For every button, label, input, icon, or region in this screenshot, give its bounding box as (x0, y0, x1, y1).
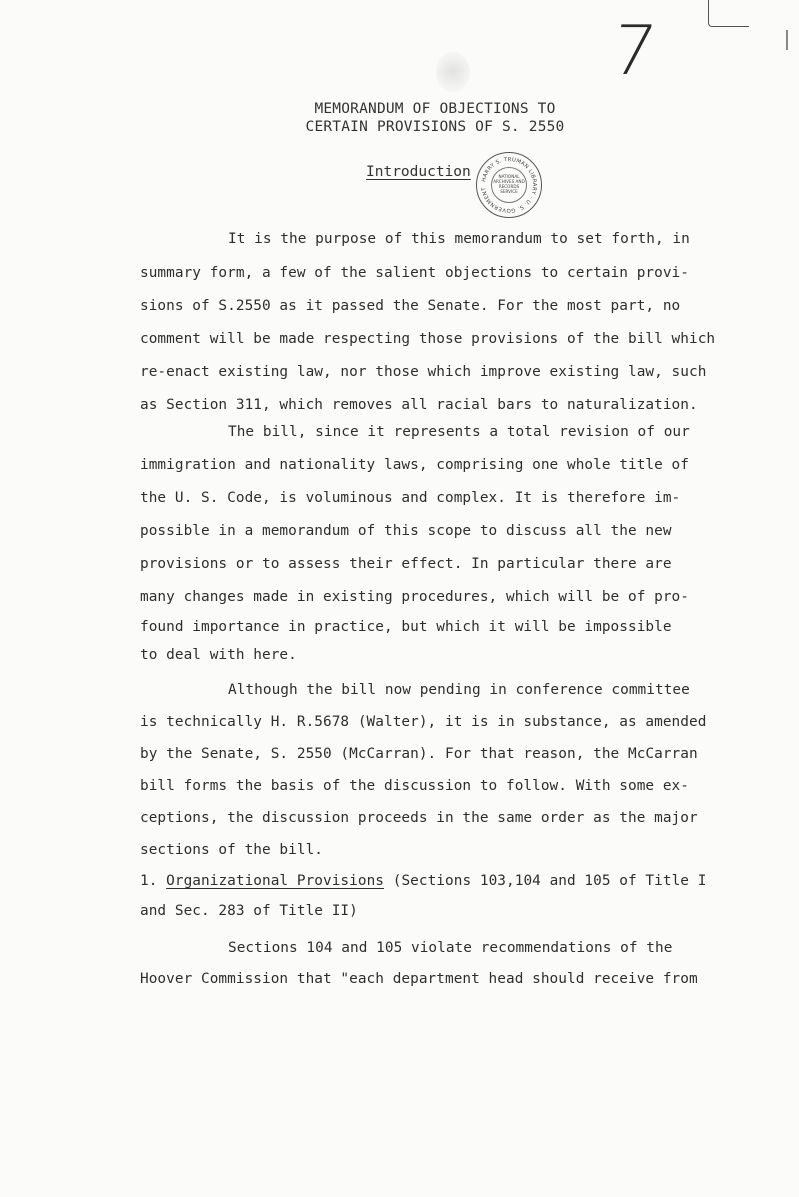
paragraph-1-line-1: It is the purpose of this memorandum to set forth, in (228, 231, 690, 247)
paragraph-3-line-6: sections of the bill. (140, 842, 323, 858)
section-heading-introduction: Introduction (366, 164, 471, 180)
paragraph-1-line-3: sions of S.2550 as it passed the Senate. For the most part, no (140, 298, 681, 314)
section-1-number: 1. (140, 873, 167, 889)
paragraph-1-line-4: comment will be made respecting those provisions of the bill which (140, 331, 716, 347)
paragraph-3-line-1: Although the bill now pending in conference committee (228, 682, 690, 698)
paragraph-2-line-3: the U. S. Code, is voluminous and complex. It is therefore im- (140, 490, 681, 506)
paragraph-2-line-4: possible in a memorandum of this scope to discuss all the new (140, 523, 672, 539)
paragraph-2-line-8: to deal with here. (140, 647, 297, 663)
paragraph-4-line-1: Sections 104 and 105 violate recommendations of the (228, 940, 673, 956)
paragraph-3-line-5: ceptions, the discussion proceeds in the same order as the major (140, 810, 698, 826)
section-1-heading (140, 873, 706, 889)
archive-stamp (476, 152, 542, 218)
stamp-ring-text: HARRY S. TRUMAN LIBRARY · U. S. GOVERNMENT (481, 156, 538, 214)
corner-pencil-mark (708, 0, 749, 27)
paragraph-2-line-5: provisions or to assess their effect. In particular there are (140, 556, 672, 572)
paragraph-2-line-6: many changes made in existing procedures, which will be of pro- (140, 589, 689, 605)
paragraph-3-line-2: is technically H. R.5678 (Walter), it is in substance, as amended (140, 714, 707, 730)
edge-mark (786, 30, 788, 50)
paragraph-2-line-7: found importance in practice, but which it will be impossible (140, 619, 672, 635)
paragraph-2-line-2: immigration and nationality laws, comprising one whole title of (140, 457, 689, 473)
paragraph-1-line-5: re-enact existing law, nor those which improve existing law, such (140, 364, 707, 380)
section-1-title: Organizational Provisions (166, 873, 385, 889)
paragraph-2-line-1: The bill, since it represents a total revision of our (228, 424, 690, 440)
ink-smudge (436, 52, 470, 92)
paragraph-3-line-3: by the Senate, S. 2550 (McCarran). For that reason, the McCarran (140, 746, 698, 762)
paragraph-4-line-2: Hoover Commission that "each department head should receive from (140, 971, 698, 987)
document-title-line-1: MEMORANDUM OF OBJECTIONS TO (314, 101, 556, 117)
paragraph-1-line-6: as Section 311, which removes all racial bars to naturalization. (140, 397, 698, 413)
paragraph-1-line-2: summary form, a few of the salient objections to certain provi- (140, 265, 689, 281)
stamp-center-text: NATIONAL ARCHIVES AND RECORDS SERVICE (493, 174, 525, 194)
section-1-heading-line-2: and Sec. 283 of Title II) (140, 903, 358, 919)
section-1-reference: (Sections 103,104 and 105 of Title I (384, 873, 707, 889)
paragraph-3-line-4: bill forms the basis of the discussion to follow. With some ex- (140, 778, 689, 794)
handwritten-page-number: 7 (606, 12, 661, 91)
document-title-line-2: CERTAIN PROVISIONS OF S. 2550 (305, 119, 565, 135)
